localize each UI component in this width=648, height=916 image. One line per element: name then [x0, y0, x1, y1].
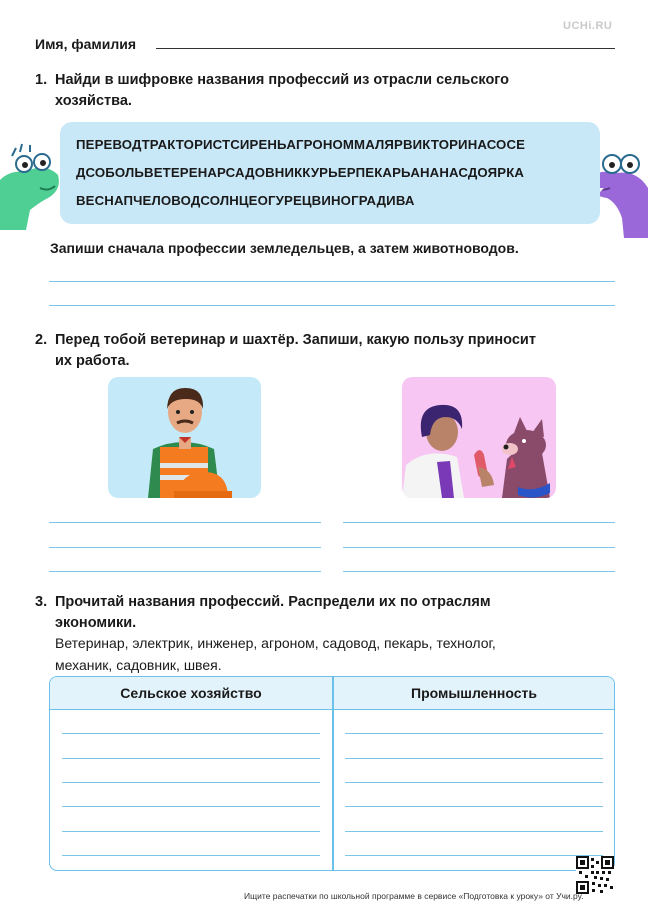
task1-text-line1: Найди в шифровке названия профессий из отрасли сельского — [55, 72, 510, 88]
cipher-line-2: ДСОБОЛЬВЕТЕРЕНАРСАДОВНИККУРЬЕРПЕКАРЬАНАНАСДОЯРКА — [76, 165, 525, 180]
table-header-agriculture: Сельское хозяйство — [120, 685, 262, 701]
table-answer-line[interactable] — [345, 855, 603, 856]
professions-list-line1: Ветеринар, электрик, инженер, агроном, садовод, пекарь, технолог, — [55, 635, 496, 651]
task3-text-line1: Прочитай названия профессий. Распредели их по отраслям — [55, 594, 491, 610]
task2-text-line2: их работа. — [55, 353, 130, 369]
table-answer-line[interactable] — [62, 855, 320, 856]
table-answer-line[interactable] — [62, 782, 320, 783]
name-input-line[interactable] — [156, 48, 615, 49]
professions-table — [49, 676, 615, 871]
task2-number: 2. — [35, 332, 48, 348]
task1-text-line2: хозяйства. — [55, 93, 132, 109]
task2-text-line1: Перед тобой ветеринар и шахтёр. Запиши, какую пользу приносит — [55, 332, 536, 348]
table-answer-line[interactable] — [345, 806, 603, 807]
answer-line[interactable] — [343, 547, 615, 548]
table-header-industry: Промышленность — [411, 685, 537, 701]
table-answer-line[interactable] — [62, 831, 320, 832]
answer-line[interactable] — [49, 281, 615, 282]
name-label: Имя, фамилия — [35, 36, 137, 52]
miner-illustration — [108, 377, 261, 498]
answer-line[interactable] — [49, 571, 321, 572]
table-answer-line[interactable] — [345, 733, 603, 734]
task3-number: 3. — [35, 594, 48, 610]
cipher-line-1: ПЕРЕВОДТРАКТОРИСТСИРЕНЬАГРОНОММАЛЯРВИКТОРИНАСОСЕ — [76, 137, 526, 152]
task1-number: 1. — [35, 72, 48, 88]
answer-line[interactable] — [343, 571, 615, 572]
table-answer-line[interactable] — [345, 782, 603, 783]
footer-text: Ищите распечатки по школьной программе в сервисе «Подготовка к уроку» от Учи.ру. — [244, 891, 584, 901]
table-answer-line[interactable] — [62, 733, 320, 734]
answer-line[interactable] — [49, 305, 615, 306]
table-answer-line[interactable] — [345, 831, 603, 832]
task1-instruction: Запиши сначала профессии земледельцев, а затем животноводов. — [50, 240, 519, 256]
table-answer-line[interactable] — [345, 758, 603, 759]
vet-illustration — [402, 377, 556, 498]
qr-code-icon[interactable] — [576, 856, 614, 894]
professions-list-line2: механик, садовник, швея. — [55, 657, 222, 673]
table-answer-line[interactable] — [62, 758, 320, 759]
brand-logo: UCHi.RU — [563, 20, 613, 32]
answer-line[interactable] — [343, 522, 615, 523]
cipher-line-3: ВЕСНАПЧЕЛОВОДСОЛНЦЕОГУРЕЦВИНОГРАДИВА — [76, 193, 415, 208]
answer-line[interactable] — [49, 522, 321, 523]
task3-text-line2: экономики. — [55, 615, 137, 631]
table-column-divider — [332, 677, 334, 870]
table-answer-line[interactable] — [62, 806, 320, 807]
answer-line[interactable] — [49, 547, 321, 548]
